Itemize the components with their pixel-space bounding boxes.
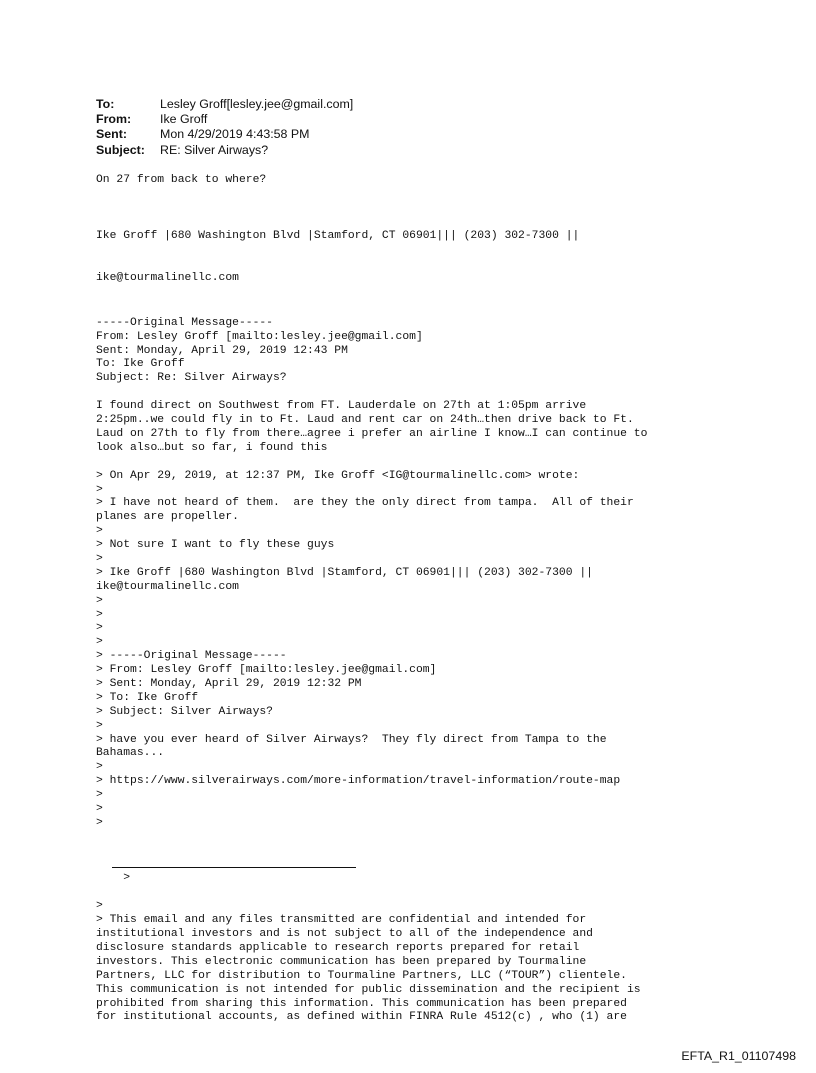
quoted-lines (96, 317, 647, 831)
disclaimer-line: > This email and any files transmitted are confidential and intended for (96, 914, 587, 927)
quoted-line: Sent: Monday, April 29, 2019 12:43 PM (96, 344, 348, 357)
quoted-line: > (96, 789, 103, 802)
quoted-line: Subject: Re: Silver Airways? (96, 372, 287, 385)
quoted-line: 2:25pm..we could fly in to Ft. Laud and rent car on 24th…then drive back to Ft. (96, 414, 634, 427)
quoted-line: > Not sure I want to fly these guys (96, 539, 335, 552)
disclaimer-line: This communication is not intended for public dissemination and the recipient is (96, 983, 641, 996)
quoted-line: > Subject: Silver Airways? (96, 705, 273, 718)
subject-value: RE: Silver Airways? (160, 142, 269, 157)
signature-email: ike@tourmalinellc.com (96, 271, 239, 284)
separator-rule (112, 867, 356, 868)
quoted-line (96, 386, 647, 400)
quoted-line: > Ike Groff |680 Washington Blvd |Stamford, CT 06901||| (203) 302-7300 || (96, 566, 593, 579)
quoted-line: > (96, 636, 103, 649)
quoted-line: > I have not heard of them. are they the only direct from tampa. All of their (96, 497, 634, 510)
quoted-line: > Sent: Monday, April 29, 2019 12:32 PM (96, 677, 362, 690)
quoted-line: planes are propeller. (96, 511, 239, 524)
disclaimer (96, 900, 647, 1025)
quoted-line: > (96, 608, 103, 621)
from-label: From: (96, 112, 132, 127)
quoted-line: look also…but so far, i found this (96, 441, 328, 454)
disclaimer-line: disclosure standards applicable to research reports prepared for retail (96, 941, 580, 954)
quoted-line: > (96, 594, 103, 607)
quoted-line: Laud on 27th to fly from there…agree i prefer an airline I know…I can continue to (96, 427, 648, 440)
quoted-line: I found direct on Southwest from FT. Lauderdale on 27th at 1:05pm arrive (96, 400, 587, 413)
to-value: Lesley Groff[lesley.jee@gmail.com] (160, 97, 354, 111)
quoted-line: > -----Original Message----- (96, 650, 287, 663)
document-id: EFTA_R1_01107498 (681, 1049, 796, 1063)
signature-line: Ike Groff |680 Washington Blvd |Stamford, CT 06901||| (203) 302-7300 || (96, 229, 580, 242)
quoted-line: > (96, 622, 103, 635)
quoted-line: > (96, 483, 103, 496)
quoted-line: > (96, 552, 103, 565)
to-row (96, 97, 353, 112)
to-label: To: (96, 97, 115, 111)
quoted-line: From: Lesley Groff [mailto:lesley.jee@gmail.com] (96, 330, 423, 343)
quoted-line: > (96, 761, 103, 774)
quoted-line: Bahamas... (96, 747, 165, 760)
quoted-line: ike@tourmalinellc.com (96, 580, 239, 593)
quoted-line (96, 456, 647, 470)
disclaimer-line: prohibited from sharing this information. This communication has been prepared (96, 997, 627, 1010)
email-header (96, 97, 353, 158)
quoted-line: > (96, 802, 103, 815)
quoted-line: > To: Ike Groff (96, 691, 199, 704)
disclaimer-line: institutional investors and is not subject to all of the independence and (96, 928, 593, 941)
disclaimer-line: for institutional accounts, as defined within FINRA Rule 4512(c) , who (1) are (96, 1011, 627, 1024)
subject-row (96, 143, 353, 158)
sent-label: Sent: (96, 127, 127, 142)
reply-text: On 27 from back to where? (96, 174, 267, 186)
quoted-line: > From: Lesley Groff [mailto:lesley.jee@gmail.com] (96, 664, 437, 677)
subject-label: Subject: (96, 142, 145, 157)
separator-marker: > (123, 872, 131, 885)
from-value: Ike Groff (160, 112, 208, 127)
sent-row (96, 127, 353, 142)
disclaimer-line: > (96, 900, 103, 913)
quoted-line: -----Original Message----- (96, 316, 273, 329)
quoted-line: > (96, 816, 103, 829)
from-row (96, 112, 353, 127)
quoted-line: > (96, 525, 103, 538)
signature (96, 202, 579, 299)
quoted-line: > have you ever heard of Silver Airways? They fly direct from Tampa to the (96, 733, 607, 746)
disclaimer-line: investors. This electronic communication has been prepared by Tourmaline (96, 955, 587, 968)
quoted-thread (96, 289, 647, 1039)
quoted-line: > (96, 719, 103, 732)
separator-line (96, 859, 647, 885)
sent-value: Mon 4/29/2019 4:43:58 PM (160, 127, 310, 142)
quoted-line: > On Apr 29, 2019, at 12:37 PM, Ike Groff <IG@tourmalinellc.com> wrote: (96, 469, 580, 482)
quoted-line: To: Ike Groff (96, 358, 185, 371)
disclaimer-line: Partners, LLC for distribution to Tourmaline Partners, LLC (“TOUR”) clientele. (96, 969, 627, 982)
quoted-line: > https://www.silverairways.com/more-information/travel-information/route-map (96, 775, 621, 788)
